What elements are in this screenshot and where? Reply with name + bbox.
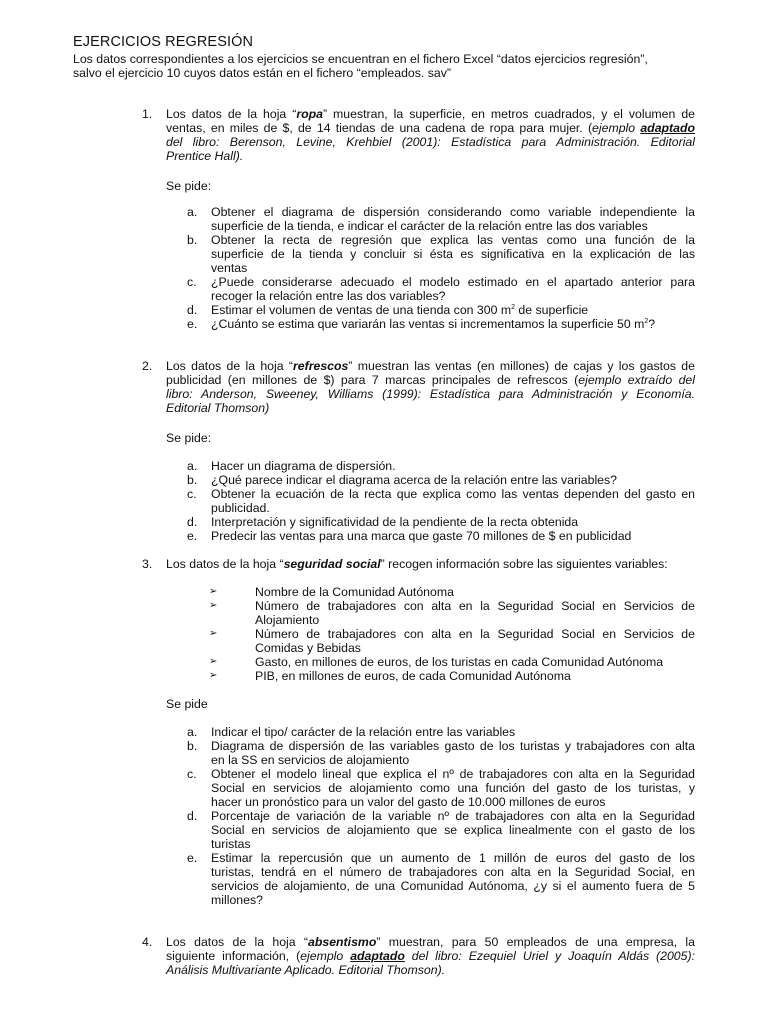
intro-line: salvo el ejercicio 10 cuyos datos están en el fichero “empleados. sav” <box>73 66 451 81</box>
document-page: EJERCICIOS REGRESIÓN Los datos correspondientes a los ejercicios se encuentran en el fichero Excel “datos ejercicios regresión”, salvo el ejercicio 10 cuyos datos están en el fichero “empleados. sav” 1. Los datos de la hoja “ropa” muestran, la superficie, en metros cuadrados, y el volumen de ventas, en miles de $, de 14 tiendas de una cadena de ropa para mujer. (ejemplo adaptado del libro: Berenson, Levine, Krehbiel (2001): Estadística para Administración. Editorial Prentice Hall). Se pide: a. Obtener el diagrama de dispersión considerando como variable independiente la superficie de la tienda, e indicar el carácter de la relación entre las dos variables b. Obtener la recta de regresión que explica las ventas como una función de la superficie de la tienda y concluir si ésta es significativa en la explicación de las ventas c. ¿Puede considerarse adecuado el modelo estimado en el apartado anterior para recoger la relación entre las dos variables? d. Estimar el volumen de ventas de una tienda con 300 $m^2$ de superficie e. ¿Cuánto se estima que variarán las ventas si incrementamos la superficie 50 $m^2$? 2. Los datos de la hoja “refrescos” muestran las ventas (en millones) de cajas y los gastos de publicidad (en millones de $) para 7 marcas principales de refrescos (ejemplo extraído del libro: Anderson, Sweeney, Williams (1999): Estadística para Administración y Economía. Editorial Thomson) Se pide: a. Hacer un diagrama de dispersión. b. ¿Qué parece indicar el diagrama acerca de la relación entre las variables? c. Obtener la ecuación de la recta que explica como las ventas dependen del gasto en publicidad. d. Interpretación y significatividad de la pendiente de la recta obtenida e. Predecir las ventas para una marca que gaste 70 millones de $ en publicidad 3. Los datos de la hoja “seguridad social” recogen información sobre las siguientes variables: ➢ Nombre de la Comunidad Autónoma ➢ Número de trabajadores con alta en la Seguridad Social en Servicios de Alojamiento ➢ Número de trabajadores con alta en la Seguridad Social en Servicios de Comidas y Bebidas ➢ Gasto, en millones de euros, de los turistas en cada Comunidad Autónoma ➢ PIB, en millones de euros, de cada Comunidad Autónoma Se pide a. Indicar el tipo/ carácter de la relación entre las variables b. Diagrama de dispersión de las variables gasto de los turistas y trabajadores con alta en la SS en servicios de alojamiento c. Obtener el modelo lineal que explica el nº de trabajadores con alta en la Seguridad Social en servicios de alojamiento como una función del gasto de los turistas, y hacer un pronóstico para un valor del gasto de 10.000 millones de euros d. Porcentaje de variación de la variable nº de trabajadores con alta en la Seguridad Social en servicios de alojamiento que se explica linealmente con el gasto de los turistas e. Estimar la repercusión que un aumento de 1 millón de euros del gasto de los turistas, tendrá en el número de trabajadores con alta en la Seguridad Social, en servicios de alojamiento, de una Comunidad Autónoma, ¿y si el aumento fuera de 5 millones? 4. Los datos de la hoja “absentismo” muestran, para 50 empleados de una empresa, la siguiente información, (ejemplo adaptado del libro: Ezequiel Uriel y Joaquín Aldás (2005): Análisis Multivariante Aplicado. Editorial Thomson). <box>0 0 768 1024</box>
se-pide-label: Se pide: <box>166 431 212 445</box>
sheet-name: absentismo <box>308 935 377 949</box>
sheet-name: refrescos <box>292 359 349 373</box>
exercise-statement: Los datos de la hoja “refrescos” muestran las ventas (en millones) de cajas y los gastos de publicidad (en millones de $) para 7 marcas principales de refrescos (ejemplo extraído del libro: Anderson, Sweeney, Williams (1999): Estadística para Administración y Economía. Editorial Thomson) <box>166 359 695 415</box>
arrow-bullet-icon: ➢ <box>209 600 218 611</box>
sheet-name: ropa <box>296 107 323 121</box>
se-pide-label: Se pide: <box>166 179 212 193</box>
arrow-bullet-icon: ➢ <box>209 670 218 681</box>
exercise-statement: Los datos de la hoja “seguridad social” recogen información sobre las siguientes variables: <box>166 557 668 571</box>
arrow-bullet-icon: ➢ <box>209 586 218 597</box>
exercise-number: 3. <box>142 557 153 571</box>
exercise-number: 4. <box>142 935 153 949</box>
intro-paragraph <box>73 52 713 80</box>
exercise-number: 1. <box>142 107 153 121</box>
exercise-number: 2. <box>142 359 153 373</box>
sheet-name: seguridad social <box>283 557 381 571</box>
exercise-statement: Los datos de la hoja “ropa” muestran, la superficie, en metros cuadrados, y el volumen de ventas, en miles de $, de 14 tiendas de una cadena de ropa para mujer. (ejemplo adaptado del libro: Berenson, Levine, Krehbiel (2001): Estadística para Administración. Editorial Prentice Hall). <box>166 107 696 163</box>
page-title: EJERCICIOS REGRESIÓN <box>73 34 254 50</box>
se-pide-label: Se pide <box>166 697 208 711</box>
intro-line: Los datos correspondientes a los ejercicios se encuentran en el fichero Excel “datos ejercicios regresión”, <box>73 52 648 66</box>
arrow-bullet-icon: ➢ <box>209 628 218 639</box>
arrow-bullet-icon: ➢ <box>209 656 218 667</box>
exercise-statement: Los datos de la hoja “absentismo” muestran, para 50 empleados de una empresa, la siguiente información, (ejemplo adaptado del libro: Ezequiel Uriel y Joaquín Aldás (2005): Análisis Multivariante Aplicado. Editorial Thomson). <box>166 935 696 977</box>
